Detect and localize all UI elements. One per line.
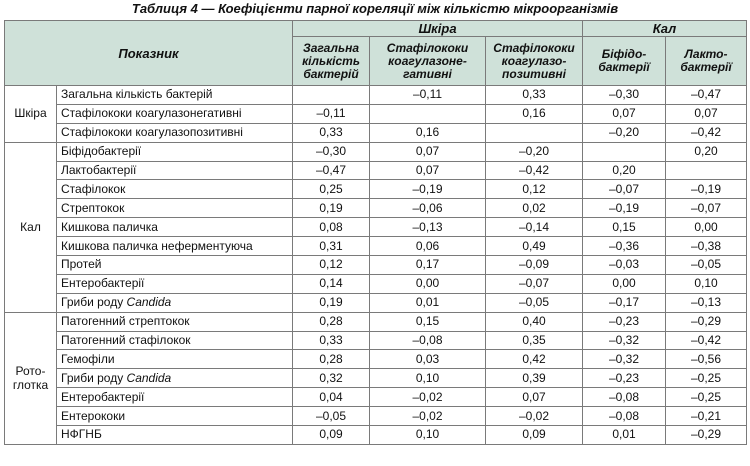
category-cell: Рото-глотка	[5, 312, 57, 444]
indicator-cell: Стрептокок	[57, 199, 293, 218]
value-cell: –0,11	[370, 86, 486, 105]
indicator-name-italic: Candida	[126, 370, 172, 385]
value-cell: –0,21	[666, 407, 747, 426]
value-cell	[370, 104, 486, 123]
value-cell: 0,01	[583, 426, 666, 445]
indicator-name-italic: Candida	[126, 295, 172, 310]
indicator-cell: Кишкова паличка неферментуюча	[57, 237, 293, 256]
table-row	[5, 161, 747, 180]
value-cell: 0,49	[486, 237, 583, 256]
value-cell: –0,20	[486, 142, 583, 161]
column-header: Загальна кількість бактерій	[293, 37, 370, 86]
column-header: Біфідо-бактерії	[583, 37, 666, 86]
value-cell: 0,20	[583, 161, 666, 180]
indicator-cell: Ентерококи	[57, 407, 293, 426]
value-cell: 0,10	[370, 369, 486, 388]
table-row	[5, 256, 747, 275]
table-row	[5, 123, 747, 142]
value-cell: –0,23	[583, 312, 666, 331]
value-cell: –0,02	[370, 388, 486, 407]
table-row	[5, 293, 747, 312]
value-cell: 0,07	[486, 388, 583, 407]
value-cell: –0,32	[583, 331, 666, 350]
value-cell: –0,42	[666, 123, 747, 142]
value-cell: –0,19	[370, 180, 486, 199]
value-cell: 0,15	[583, 218, 666, 237]
value-cell: 0,25	[293, 180, 370, 199]
value-cell: –0,02	[370, 407, 486, 426]
value-cell: 0,20	[666, 142, 747, 161]
value-cell: 0,17	[370, 256, 486, 275]
value-cell: 0,42	[486, 350, 583, 369]
value-cell: –0,13	[370, 218, 486, 237]
table-row	[5, 104, 747, 123]
value-cell: –0,56	[666, 350, 747, 369]
indicator-name-prefix: Гриби роду	[61, 370, 127, 385]
value-cell: –0,25	[666, 388, 747, 407]
value-cell: 0,08	[293, 218, 370, 237]
value-cell: –0,08	[370, 331, 486, 350]
table-row	[5, 180, 747, 199]
value-cell: –0,11	[293, 104, 370, 123]
indicator-cell: Біфідобактерії	[57, 142, 293, 161]
value-cell: 0,07	[370, 142, 486, 161]
value-cell: –0,30	[583, 86, 666, 105]
value-cell: 0,19	[293, 293, 370, 312]
feces-group-header: Кал	[583, 21, 747, 37]
value-cell: –0,13	[666, 293, 747, 312]
table-row	[5, 350, 747, 369]
value-cell: 0,04	[293, 388, 370, 407]
value-cell: –0,42	[486, 161, 583, 180]
value-cell: 0,09	[293, 426, 370, 445]
indicator-header: Показник	[5, 21, 293, 86]
value-cell: 0,00	[583, 274, 666, 293]
value-cell: 0,16	[486, 104, 583, 123]
category-cell: Кал	[5, 142, 57, 312]
value-cell: –0,17	[583, 293, 666, 312]
table-row	[5, 142, 747, 161]
indicator-cell: Стафілококи коагулазонегативні	[57, 104, 293, 123]
column-header: Стафілококи коагулазоне-гативні	[370, 37, 486, 86]
table-row	[5, 388, 747, 407]
indicator-cell: Патогенний стрептокок	[57, 312, 293, 331]
value-cell: –0,05	[293, 407, 370, 426]
value-cell: 0,10	[666, 274, 747, 293]
value-cell: 0,31	[293, 237, 370, 256]
value-cell: 0,12	[293, 256, 370, 275]
value-cell: 0,10	[370, 426, 486, 445]
indicator-name-prefix: Гриби роду	[61, 295, 127, 310]
table-row	[5, 407, 747, 426]
indicator-cell: Кишкова паличка	[57, 218, 293, 237]
value-cell: –0,14	[486, 218, 583, 237]
value-cell: –0,07	[583, 180, 666, 199]
value-cell: 0,33	[486, 86, 583, 105]
indicator-cell: Ентеробактерії	[57, 388, 293, 407]
value-cell: 0,39	[486, 369, 583, 388]
value-cell: 0,32	[293, 369, 370, 388]
value-cell: 0,16	[370, 123, 486, 142]
value-cell: 0,28	[293, 350, 370, 369]
value-cell: –0,05	[666, 256, 747, 275]
value-cell	[666, 161, 747, 180]
value-cell: –0,42	[666, 331, 747, 350]
value-cell: –0,02	[486, 407, 583, 426]
indicator-cell: Стафілокок	[57, 180, 293, 199]
value-cell: 0,28	[293, 312, 370, 331]
value-cell: 0,12	[486, 180, 583, 199]
table-row	[5, 237, 747, 256]
table-body	[5, 86, 747, 445]
value-cell: –0,19	[666, 180, 747, 199]
value-cell: 0,15	[370, 312, 486, 331]
value-cell: 0,01	[370, 293, 486, 312]
value-cell: 0,33	[293, 123, 370, 142]
value-cell: –0,36	[583, 237, 666, 256]
indicator-cell: Лактобактерії	[57, 161, 293, 180]
value-cell: –0,47	[293, 161, 370, 180]
value-cell: 0,09	[486, 426, 583, 445]
value-cell: 0,33	[293, 331, 370, 350]
indicator-cell: Протей	[57, 256, 293, 275]
value-cell: 0,00	[370, 274, 486, 293]
value-cell: –0,32	[583, 350, 666, 369]
value-cell: –0,08	[583, 407, 666, 426]
value-cell: –0,23	[583, 369, 666, 388]
value-cell: 0,06	[370, 237, 486, 256]
value-cell	[486, 123, 583, 142]
indicator-cell	[57, 369, 293, 388]
table-row	[5, 218, 747, 237]
table-row	[5, 274, 747, 293]
value-cell: 0,07	[583, 104, 666, 123]
indicator-cell: Стафілококи коагулазопозитивні	[57, 123, 293, 142]
value-cell: 0,00	[666, 218, 747, 237]
value-cell: –0,38	[666, 237, 747, 256]
table-row	[5, 331, 747, 350]
column-header: Лакто-бактерії	[666, 37, 747, 86]
indicator-cell: НФГНБ	[57, 426, 293, 445]
indicator-cell: Загальна кількість бактерій	[57, 86, 293, 105]
value-cell: –0,07	[666, 199, 747, 218]
table-row	[5, 199, 747, 218]
value-cell: 0,02	[486, 199, 583, 218]
value-cell: –0,19	[583, 199, 666, 218]
value-cell: –0,47	[666, 86, 747, 105]
value-cell: 0,35	[486, 331, 583, 350]
value-cell: 0,07	[666, 104, 747, 123]
indicator-cell: Патогенний стафілокок	[57, 331, 293, 350]
value-cell: 0,19	[293, 199, 370, 218]
value-cell: 0,40	[486, 312, 583, 331]
table-row	[5, 369, 747, 388]
value-cell: –0,20	[583, 123, 666, 142]
value-cell: –0,29	[666, 312, 747, 331]
value-cell	[293, 86, 370, 105]
column-header: Стафілококи коагулазо-позитивні	[486, 37, 583, 86]
indicator-cell	[57, 293, 293, 312]
table-row	[5, 86, 747, 105]
value-cell: –0,03	[583, 256, 666, 275]
value-cell: –0,09	[486, 256, 583, 275]
indicator-cell: Гемофіли	[57, 350, 293, 369]
value-cell: –0,08	[583, 388, 666, 407]
value-cell: –0,30	[293, 142, 370, 161]
value-cell	[583, 142, 666, 161]
table-row	[5, 312, 747, 331]
value-cell: –0,29	[666, 426, 747, 445]
indicator-cell: Ентеробактерії	[57, 274, 293, 293]
table-caption: Таблиця 4 — Коефіцієнти парної кореляції між кількістю мікроорганізмів	[131, 1, 619, 16]
table-row	[5, 426, 747, 445]
value-cell: 0,03	[370, 350, 486, 369]
correlation-table	[4, 20, 747, 445]
value-cell: –0,25	[666, 369, 747, 388]
category-cell: Шкіра	[5, 86, 57, 143]
skin-group-header: Шкіра	[293, 21, 583, 37]
value-cell: –0,06	[370, 199, 486, 218]
value-cell: –0,07	[486, 274, 583, 293]
value-cell: –0,05	[486, 293, 583, 312]
value-cell: 0,07	[370, 161, 486, 180]
value-cell: 0,14	[293, 274, 370, 293]
